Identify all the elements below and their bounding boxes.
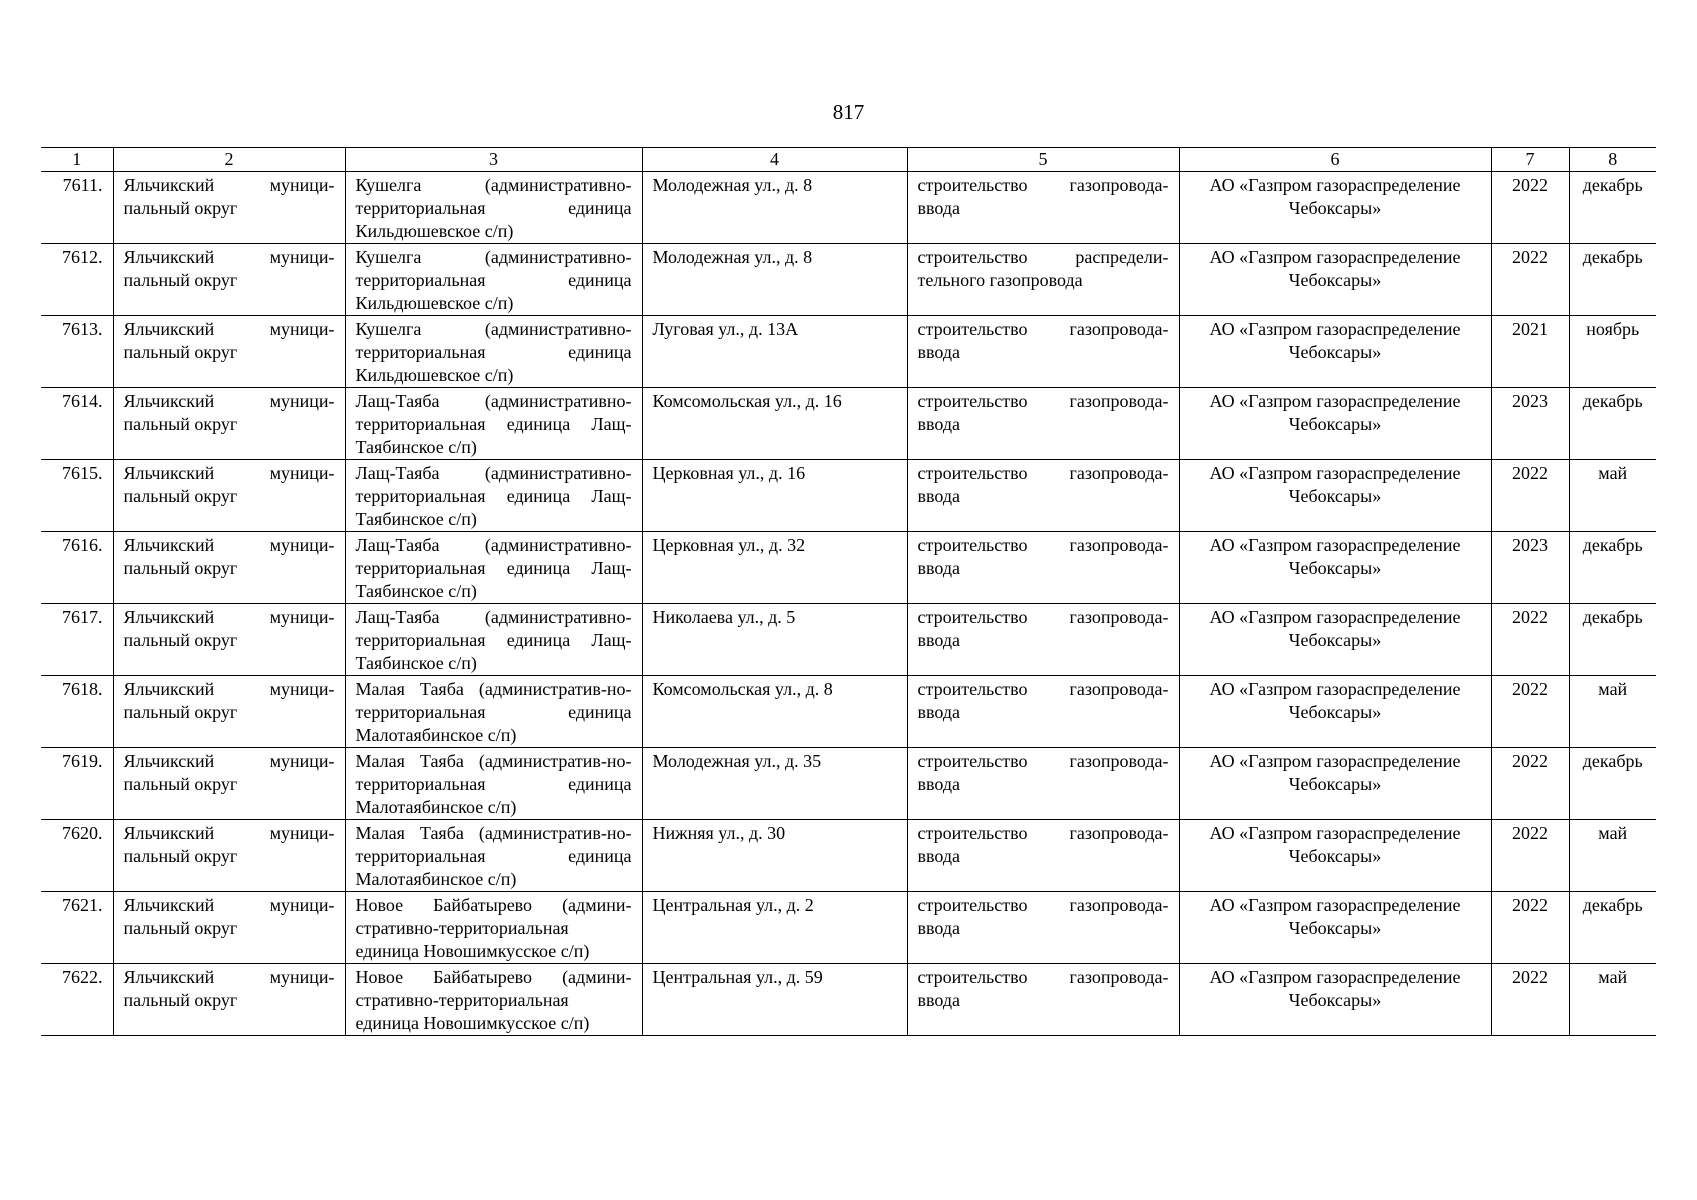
row-number-cell: 7617.: [41, 604, 113, 676]
month-cell: декабрь: [1569, 172, 1656, 244]
year-cell: 2022: [1491, 676, 1569, 748]
year-cell: 2021: [1491, 316, 1569, 388]
column-header: 6: [1179, 148, 1491, 172]
year-cell: 2022: [1491, 604, 1569, 676]
address-cell: Луговая ул., д. 13А: [642, 316, 907, 388]
month-cell: декабрь: [1569, 244, 1656, 316]
district-cell: Яльчикский муници-пальный округ: [113, 820, 345, 892]
column-header: 4: [642, 148, 907, 172]
row-number-cell: 7618.: [41, 676, 113, 748]
district-cell: Яльчикский муници-пальный округ: [113, 964, 345, 1036]
column-header: 5: [907, 148, 1179, 172]
organization-cell: АО «Газпром газораспределение Чебоксары»: [1179, 172, 1491, 244]
year-cell: 2022: [1491, 172, 1569, 244]
row-number-cell: 7614.: [41, 388, 113, 460]
month-cell: декабрь: [1569, 892, 1656, 964]
row-number-cell: 7613.: [41, 316, 113, 388]
column-header: 7: [1491, 148, 1569, 172]
table-row: [41, 604, 1656, 676]
work-type-cell: строительство газопровода-ввода: [907, 460, 1179, 532]
organization-cell: АО «Газпром газораспределение Чебоксары»: [1179, 244, 1491, 316]
district-cell: Яльчикский муници-пальный округ: [113, 532, 345, 604]
table-row: [41, 172, 1656, 244]
settlement-cell: Малая Таяба (административ-но-территориальная единица Малотаябинское с/п): [345, 748, 642, 820]
row-number-cell: 7616.: [41, 532, 113, 604]
work-type-cell: строительство газопровода-ввода: [907, 316, 1179, 388]
address-cell: Молодежная ул., д. 8: [642, 244, 907, 316]
month-cell: май: [1569, 964, 1656, 1036]
organization-cell: АО «Газпром газораспределение Чебоксары»: [1179, 820, 1491, 892]
table-row: [41, 820, 1656, 892]
district-cell: Яльчикский муници-пальный округ: [113, 460, 345, 532]
year-cell: 2022: [1491, 820, 1569, 892]
column-header: 1: [41, 148, 113, 172]
work-type-cell: строительство газопровода-ввода: [907, 820, 1179, 892]
organization-cell: АО «Газпром газораспределение Чебоксары»: [1179, 460, 1491, 532]
month-cell: декабрь: [1569, 388, 1656, 460]
work-type-cell: строительство газопровода-ввода: [907, 676, 1179, 748]
address-cell: Церковная ул., д. 32: [642, 532, 907, 604]
district-cell: Яльчикский муници-пальный округ: [113, 892, 345, 964]
column-header: 2: [113, 148, 345, 172]
work-type-cell: строительство газопровода-ввода: [907, 964, 1179, 1036]
address-cell: Николаева ул., д. 5: [642, 604, 907, 676]
address-cell: Центральная ул., д. 2: [642, 892, 907, 964]
year-cell: 2022: [1491, 892, 1569, 964]
table-row: [41, 532, 1656, 604]
work-type-cell: строительство газопровода-ввода: [907, 892, 1179, 964]
month-cell: декабрь: [1569, 604, 1656, 676]
settlement-cell: Кушелга (административно-территориальная единица Кильдюшевское с/п): [345, 244, 642, 316]
work-type-cell: строительство газопровода-ввода: [907, 172, 1179, 244]
district-cell: Яльчикский муници-пальный округ: [113, 748, 345, 820]
page-number: 817: [832, 100, 865, 124]
table-row: [41, 748, 1656, 820]
settlement-cell: Новое Байбатырево (админи-стративно-территориальная единица Новошимкусское с/п): [345, 892, 642, 964]
work-type-cell: строительство газопровода-ввода: [907, 604, 1179, 676]
district-cell: Яльчикский муници-пальный округ: [113, 244, 345, 316]
address-cell: Центральная ул., д. 59: [642, 964, 907, 1036]
organization-cell: АО «Газпром газораспределение Чебоксары»: [1179, 964, 1491, 1036]
row-number-cell: 7622.: [41, 964, 113, 1036]
organization-cell: АО «Газпром газораспределение Чебоксары»: [1179, 532, 1491, 604]
address-cell: Молодежная ул., д. 35: [642, 748, 907, 820]
row-number-cell: 7612.: [41, 244, 113, 316]
district-cell: Яльчикский муници-пальный округ: [113, 604, 345, 676]
column-number-row: [41, 148, 1656, 172]
year-cell: 2022: [1491, 964, 1569, 1036]
organization-cell: АО «Газпром газораспределение Чебоксары»: [1179, 316, 1491, 388]
address-cell: Комсомольская ул., д. 16: [642, 388, 907, 460]
work-type-cell: строительство газопровода-ввода: [907, 388, 1179, 460]
settlement-cell: Лащ-Таяба (административно-территориальная единица Лащ-Таябинское с/п): [345, 388, 642, 460]
month-cell: декабрь: [1569, 748, 1656, 820]
year-cell: 2023: [1491, 532, 1569, 604]
row-number-cell: 7620.: [41, 820, 113, 892]
table-row: [41, 316, 1656, 388]
table-row: [41, 892, 1656, 964]
address-cell: Церковная ул., д. 16: [642, 460, 907, 532]
column-header: 8: [1569, 148, 1656, 172]
organization-cell: АО «Газпром газораспределение Чебоксары»: [1179, 676, 1491, 748]
month-cell: май: [1569, 460, 1656, 532]
settlement-cell: Малая Таяба (административ-но-территориальная единица Малотаябинское с/п): [345, 676, 642, 748]
row-number-cell: 7611.: [41, 172, 113, 244]
infrastructure-table: [41, 147, 1656, 1036]
year-cell: 2023: [1491, 388, 1569, 460]
year-cell: 2022: [1491, 748, 1569, 820]
work-type-cell: строительство газопровода-ввода: [907, 748, 1179, 820]
month-cell: май: [1569, 676, 1656, 748]
organization-cell: АО «Газпром газораспределение Чебоксары»: [1179, 388, 1491, 460]
district-cell: Яльчикский муници-пальный округ: [113, 676, 345, 748]
work-type-cell: строительство распредели-тельного газопровода: [907, 244, 1179, 316]
settlement-cell: Лащ-Таяба (административно-территориальная единица Лащ-Таябинское с/п): [345, 532, 642, 604]
organization-cell: АО «Газпром газораспределение Чебоксары»: [1179, 748, 1491, 820]
table-row: [41, 676, 1656, 748]
table-row: [41, 388, 1656, 460]
column-header: 3: [345, 148, 642, 172]
month-cell: ноябрь: [1569, 316, 1656, 388]
organization-cell: АО «Газпром газораспределение Чебоксары»: [1179, 892, 1491, 964]
district-cell: Яльчикский муници-пальный округ: [113, 388, 345, 460]
month-cell: май: [1569, 820, 1656, 892]
settlement-cell: Новое Байбатырево (админи-стративно-территориальная единица Новошимкусское с/п): [345, 964, 642, 1036]
table-row: [41, 244, 1656, 316]
settlement-cell: Кушелга (административно-территориальная единица Кильдюшевское с/п): [345, 172, 642, 244]
district-cell: Яльчикский муници-пальный округ: [113, 172, 345, 244]
work-type-cell: строительство газопровода-ввода: [907, 532, 1179, 604]
settlement-cell: Лащ-Таяба (административно-территориальная единица Лащ-Таябинское с/п): [345, 604, 642, 676]
year-cell: 2022: [1491, 460, 1569, 532]
table-row: [41, 460, 1656, 532]
row-number-cell: 7621.: [41, 892, 113, 964]
settlement-cell: Малая Таяба (административ-но-территориальная единица Малотаябинское с/п): [345, 820, 642, 892]
organization-cell: АО «Газпром газораспределение Чебоксары»: [1179, 604, 1491, 676]
address-cell: Нижняя ул., д. 30: [642, 820, 907, 892]
district-cell: Яльчикский муници-пальный округ: [113, 316, 345, 388]
month-cell: декабрь: [1569, 532, 1656, 604]
table-body: [41, 172, 1656, 1036]
address-cell: Комсомольская ул., д. 8: [642, 676, 907, 748]
row-number-cell: 7619.: [41, 748, 113, 820]
year-cell: 2022: [1491, 244, 1569, 316]
settlement-cell: Кушелга (административно-территориальная единица Кильдюшевское с/п): [345, 316, 642, 388]
table-row: [41, 964, 1656, 1036]
address-cell: Молодежная ул., д. 8: [642, 172, 907, 244]
settlement-cell: Лащ-Таяба (административно-территориальная единица Лащ-Таябинское с/п): [345, 460, 642, 532]
row-number-cell: 7615.: [41, 460, 113, 532]
